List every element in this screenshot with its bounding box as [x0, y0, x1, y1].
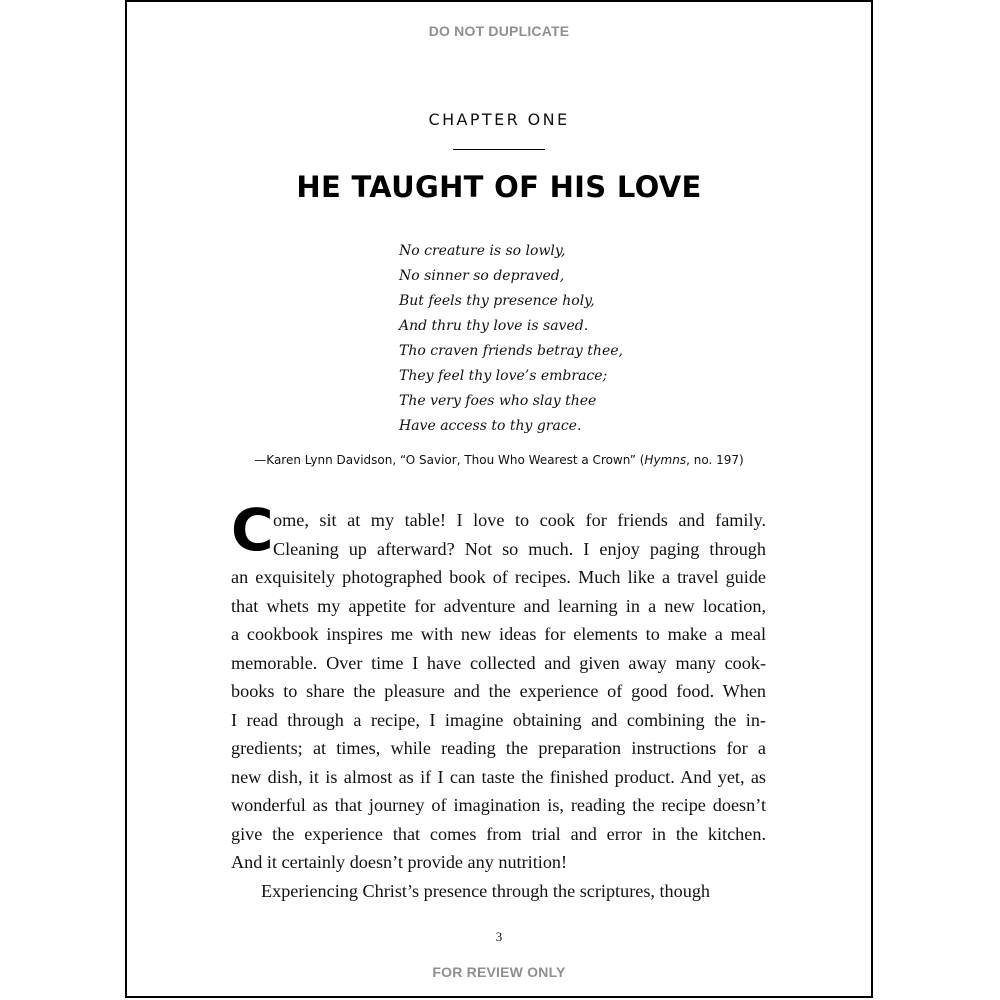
epigraph-line: The very foes who slay thee: [399, 393, 597, 409]
body-line: new dish, it is almost as if I can taste the finished product. And yet, as: [231, 766, 766, 787]
body-line: books to share the pleasure and the experience of good food. When: [231, 681, 766, 701]
epigraph: [399, 239, 739, 439]
body-line: Cleaning up afterward? Not so much. I enjoy paging through: [273, 538, 766, 559]
epigraph-line: And thru thy love is saved.: [399, 318, 589, 334]
body-line: gredients; at times, while reading the preparation instructions for a: [231, 738, 766, 758]
chapter-label: CHAPTER ONE: [428, 110, 570, 129]
body-line: Experiencing Christ’s presence through the scriptures, though: [261, 880, 711, 901]
attribution-prefix: —Karen Lynn Davidson, “O Savior, Thou Who Wearest a Crown” (: [254, 453, 645, 467]
book-page: [125, 0, 873, 998]
chapter-title: HE TAUGHT OF HIS LOVE: [296, 170, 702, 204]
body-paragraph: [231, 506, 766, 905]
watermark-top: DO NOT DUPLICATE: [428, 23, 570, 39]
epigraph-line: But feels thy presence holy,: [399, 293, 595, 309]
epigraph-line: Tho craven friends betray thee,: [399, 343, 623, 359]
epigraph-line: No creature is so lowly,: [399, 243, 566, 259]
attribution-source: Hymns: [644, 453, 687, 467]
body-line: memorable. Over time I have collected and given away many cook-: [231, 652, 766, 673]
chapter-divider: [453, 149, 545, 150]
epigraph-line: Have access to thy grace.: [399, 418, 582, 434]
epigraph-line: They feel thy love’s embrace;: [399, 368, 608, 384]
watermark-bottom: FOR REVIEW ONLY: [432, 964, 566, 980]
body-line: And it certainly doesn’t provide any nutrition!: [231, 852, 568, 872]
body-line: give the experience that comes from trial and error in the kitchen.: [231, 823, 766, 844]
body-line: ome, sit at my table! I love to cook for friends and family.: [273, 510, 766, 530]
body-line: an exquisitely photographed book of recipes. Much like a travel guide: [231, 567, 766, 587]
body-line: a cookbook inspires me with new ideas for elements to make a meal: [231, 624, 766, 644]
page-number: 3: [495, 929, 503, 944]
body-line: that whets my appetite for adventure and learning in a new location,: [231, 595, 766, 616]
attribution-suffix: , no. 197): [686, 453, 744, 467]
epigraph-line: No sinner so depraved,: [399, 268, 565, 284]
drop-cap: C: [231, 496, 274, 564]
epigraph-attribution: [127, 453, 871, 467]
body-line: wonderful as that journey of imagination is, reading the recipe doesn’t: [231, 795, 766, 815]
body-line: I read through a recipe, I imagine obtaining and combining the in-: [231, 709, 766, 730]
